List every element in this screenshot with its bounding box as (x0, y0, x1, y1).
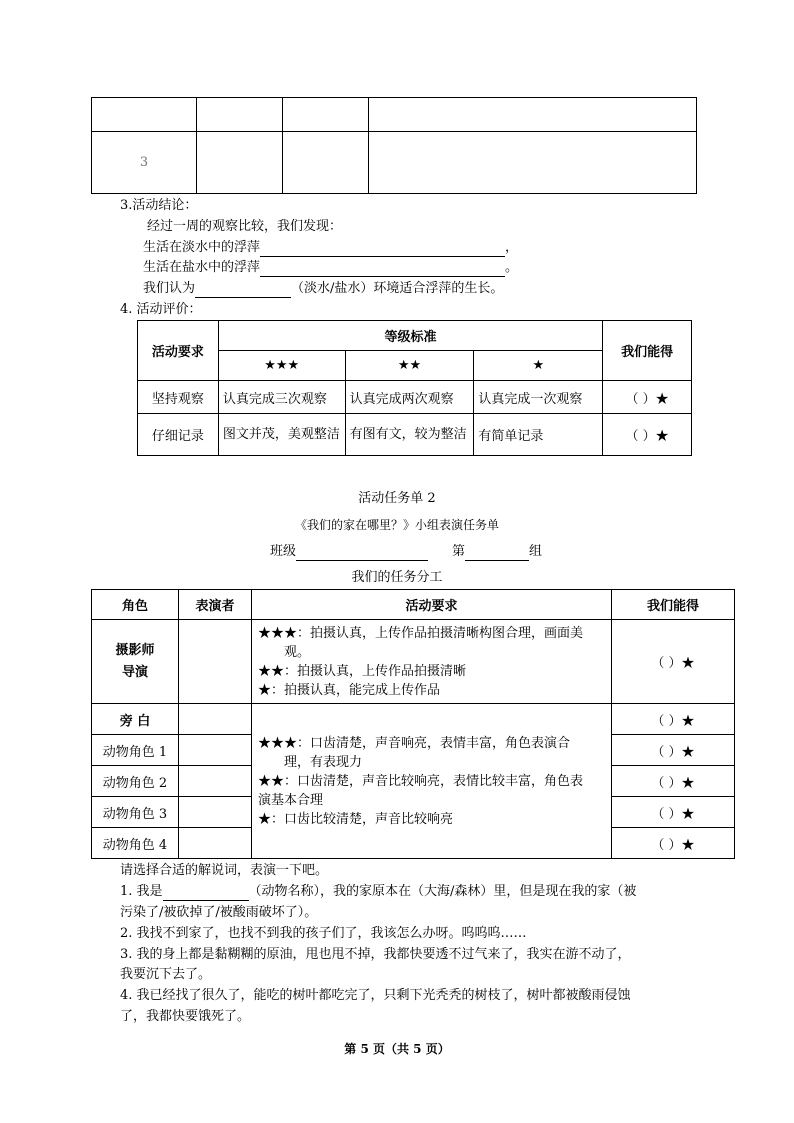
table-cell (283, 132, 369, 194)
photo-req-2: ★★：拍摄认真，上传作品拍摄清晰 (258, 663, 467, 679)
commentary-2: 2. 我找不到家了，也找不到我的孩子们了，我该怎么办呀。呜呜呜…… (120, 926, 527, 941)
conclusion-intro: 经过一周的观察比较，我们发现： (147, 219, 343, 234)
class-label: 班级 (270, 544, 297, 559)
conclusion-heading: 3.活动结论： (120, 198, 198, 213)
group-blank[interactable] (465, 560, 529, 561)
fresh-label: 生活在淡水中的浮萍 (143, 240, 261, 255)
actor-cell[interactable] (179, 735, 252, 766)
score-cell[interactable]: （ ）★ (612, 704, 735, 735)
col-get: 我们能得 (612, 590, 735, 620)
photographer-label: 摄影师 (115, 642, 155, 658)
commentary-3a: 3. 我的身上都是黏糊糊的原油，甩也甩不掉，我都快要透不过气来了，我实在游不动了， (120, 947, 631, 962)
actor-cell[interactable] (179, 797, 252, 828)
col-get: 我们能得 (603, 321, 692, 381)
col-req: 活动要求 (252, 590, 612, 620)
table-row (138, 414, 692, 456)
perf-req-2: ★★：口齿清楚，声音比较响亮，表情比较丰富，角色表 (258, 773, 584, 789)
table-cell (197, 132, 283, 194)
score-cell[interactable]: （ ）★ (612, 620, 735, 704)
row-s2: 认真完成两次观察 (345, 381, 474, 414)
score-cell[interactable]: （ ）★ (612, 735, 735, 766)
group-prefix: 第 (452, 544, 466, 559)
perf-req-3: ★★★：口齿清楚，声音响亮，表情丰富，角色表演合 (258, 735, 571, 751)
table-cell (197, 98, 283, 132)
page-footer: 第 5 页（共 5 页） (344, 1042, 450, 1056)
perf-req-cell (252, 704, 612, 859)
evaluation-table (137, 320, 692, 456)
score-cell[interactable]: （ ）★ (612, 766, 735, 797)
think-blank[interactable] (195, 297, 291, 298)
photo-req-3b: 观。 (284, 644, 311, 660)
col-role: 角色 (92, 590, 179, 620)
row-name: 坚持观察 (138, 381, 219, 414)
division-title: 我们的任务分工 (351, 570, 443, 585)
conclusion-think (143, 280, 503, 298)
table-row (92, 704, 735, 735)
stars-3: ★★★ (218, 351, 345, 381)
photo-req-1: ★：拍摄认真，能完成上传作品 (258, 682, 441, 698)
perf-req-1: ★：口齿比较清楚，声音比较响亮 (258, 811, 454, 827)
perf-req-3b: 理，有表现力 (284, 754, 363, 770)
group-line (452, 543, 542, 561)
conclusion-fresh (143, 239, 518, 257)
animal-role-label: 动物角色 3 (92, 797, 179, 828)
line1-b: （动物名称），我的家原本在（大海/森林）里，但是现在我的家（被 (248, 884, 637, 899)
row-name: 仔细记录 (138, 414, 219, 456)
conclusion-salt (143, 259, 518, 277)
col-std: 等级标准 (218, 321, 602, 351)
fresh-end: ， (505, 240, 519, 255)
animal-role-label: 动物角色 4 (92, 828, 179, 859)
commentary-1 (120, 883, 636, 901)
perf-req-2b: 演基本合理 (258, 792, 324, 808)
table-cell (283, 98, 369, 132)
photo-req-3: ★★★：拍摄认真，上传作品拍摄清晰构图合理，画面美 (258, 625, 584, 641)
task2-subtitle: 《我们的家在哪里？》小组表演任务单 (294, 518, 499, 532)
col-req: 活动要求 (138, 321, 219, 381)
animal-role-label: 动物角色 1 (92, 735, 179, 766)
class-line (270, 543, 428, 561)
table-cell (92, 98, 197, 132)
row-score[interactable]: （ ）★ (603, 381, 692, 414)
actor-cell[interactable] (179, 766, 252, 797)
table-row (92, 620, 735, 704)
row-s3: 认真完成三次观察 (218, 381, 345, 414)
stars-2: ★★ (345, 351, 474, 381)
commentary-intro: 请选择合适的解说词，表演一下吧。 (120, 863, 329, 878)
evaluation-heading: 4. 活动评价： (120, 302, 202, 317)
line1-a: 1. 我是 (120, 884, 163, 899)
commentary-1c: 污染了/被砍掉了/被酸雨破坏了）。 (120, 905, 318, 920)
commentary-4b: 了，我都快要饿死了。 (120, 1009, 251, 1024)
class-blank[interactable] (296, 560, 428, 561)
commentary-4a: 4. 我已经找了很久了，能吃的树叶都吃完了，只剩下光秃秃的树枝了，树叶都被酸雨侵蚀 (120, 988, 631, 1003)
salt-label: 生活在盐水中的浮萍 (143, 260, 261, 275)
col-actor: 表演者 (179, 590, 252, 620)
row-score[interactable]: （ ）★ (603, 414, 692, 456)
animal-role-label: 动物角色 2 (92, 766, 179, 797)
photographer-cell (92, 620, 179, 704)
photo-req-cell (252, 620, 612, 704)
table-cell (369, 132, 697, 194)
salt-end: 。 (505, 260, 519, 275)
actor-cell[interactable] (179, 620, 252, 704)
think-prefix: 我们认为 (143, 281, 196, 296)
row-s1: 有简单记录 (474, 414, 603, 456)
task2-title: 活动任务单 2 (358, 491, 436, 506)
score-cell[interactable]: （ ）★ (612, 797, 735, 828)
commentary-3b: 我要沉下去了。 (120, 967, 212, 982)
row-s1: 认真完成一次观察 (474, 381, 603, 414)
score-cell[interactable]: （ ）★ (612, 828, 735, 859)
row-s3: 图文并茂，美观整洁 (218, 414, 345, 456)
fresh-blank[interactable] (260, 256, 505, 257)
row-s2: 有图有文，较为整洁 (345, 414, 474, 456)
think-suffix: （淡水/盐水）环境适合浮萍的生长。 (291, 281, 504, 296)
table-cell (369, 98, 697, 132)
row-number: 3 (92, 132, 197, 194)
actor-cell[interactable] (179, 704, 252, 735)
actor-cell[interactable] (179, 828, 252, 859)
narrator-label: 旁 白 (92, 704, 179, 735)
table-row (138, 381, 692, 414)
director-label: 导演 (121, 664, 148, 680)
stars-1: ★ (474, 351, 603, 381)
animal-name-blank[interactable] (163, 900, 249, 901)
observation-table (91, 97, 697, 194)
group-suffix: 组 (529, 544, 543, 559)
salt-blank[interactable] (260, 276, 505, 277)
roles-table (91, 589, 735, 859)
